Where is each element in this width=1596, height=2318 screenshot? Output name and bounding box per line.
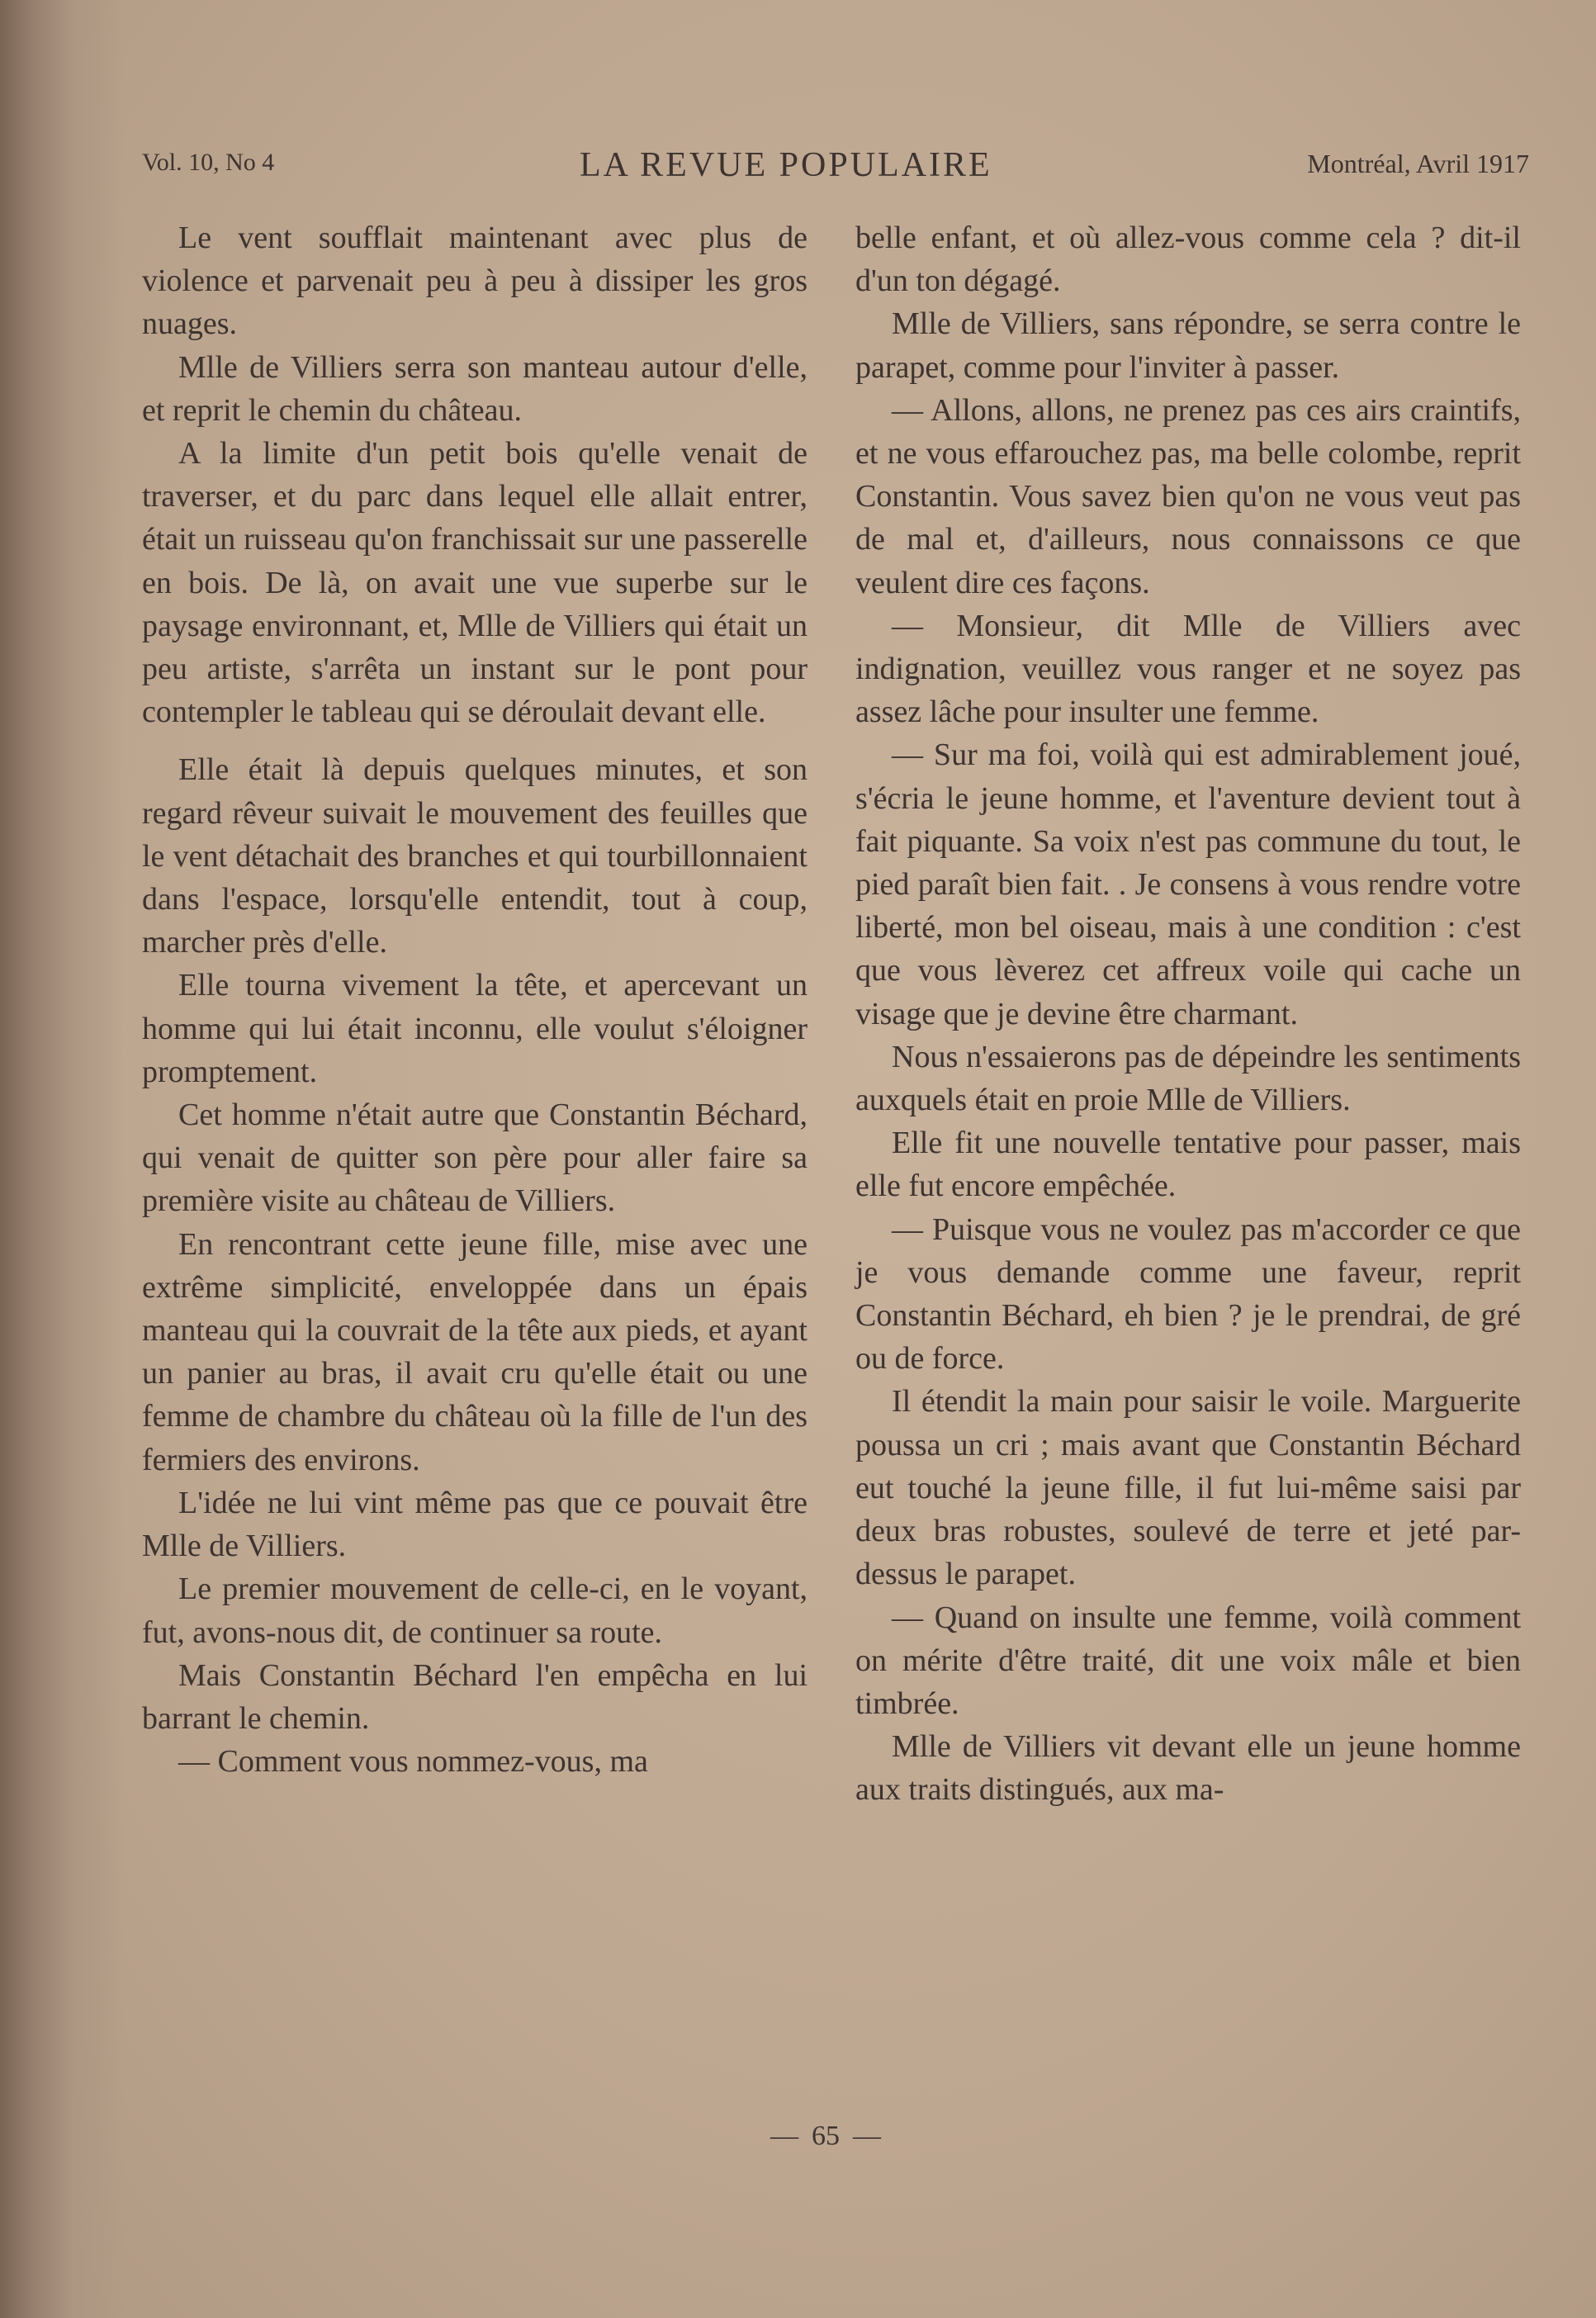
paragraph: Cet homme n'était autre que Constantin Béchard, qui venait de quitter son père pour aller faire sa première visite au château de Villiers. <box>142 1097 807 1219</box>
paragraph: Mlle de Villiers serra son manteau autour d'elle, et reprit le chemin du château. <box>142 349 807 428</box>
paragraph: — Puisque vous ne voulez pas m'accorder ce que je vous demande comme une faveur, reprit Constantin Béchard, eh bien ? je le prendrai, de gré ou de force. <box>855 1211 1521 1377</box>
folio-dash-right: — <box>853 2121 881 2151</box>
journal-title: LA REVUE POPULAIRE <box>580 146 992 184</box>
binding-shadow <box>0 0 124 2318</box>
paragraph: Elle était là depuis quelques minutes, et son regard rêveur suivait le mouvement des feuilles que le vent détachait des branches et qui tourbillonnaient dans l'espace, lorsqu'elle entendit, tout à coup, marcher près d'elle. <box>142 752 807 960</box>
left-column <box>142 216 807 1783</box>
paragraph: — Quand on insulte une femme, voilà comment on mérite d'être traité, dit une voix mâle et bien timbrée. <box>855 1600 1521 1721</box>
paragraph: — Allons, allons, ne prenez pas ces airs craintifs, et ne vous effarouchez pas, ma belle colombe, reprit Constantin. Vous savez bien qu'on ne vous veut pas de mal et, d'ailleurs, nous connaissons ce que veulent dire ces façons. <box>855 392 1521 600</box>
paragraph: Mlle de Villiers vit devant elle un jeune homme aux traits distingués, aux ma- <box>855 1729 1521 1808</box>
paragraph: Elle fit une nouvelle tentative pour passer, mais elle fut encore empêchée. <box>855 1126 1521 1204</box>
paragraph: Mais Constantin Béchard l'en empêcha en lui barrant le chemin. <box>142 1657 807 1736</box>
folio-dash-left: — <box>770 2121 798 2151</box>
page-number <box>743 2121 908 2152</box>
right-column <box>855 216 1521 1812</box>
paragraph: — Sur ma foi, voilà qui est admirablement joué, s'écria le jeune homme, et l'aventure devient tout à fait piquante. Sa voix n'est pas commune du tout, le pied paraît bien fait. . Je consens à vous rendre votre liberté, mon bel oiseau, mais à une condition : c'est que vous lèverez cet affreux voile qui cache un visage que je devine être charmant. <box>855 737 1521 1031</box>
running-header <box>142 145 1529 195</box>
page-number-value: 65 <box>812 2121 840 2151</box>
paragraph: Elle tourna vivement la tête, et apercevant un homme qui lui était inconnu, elle voulut s'éloigner promptement. <box>142 968 807 1089</box>
paragraph: Il étendit la main pour saisir le voile. Marguerite poussa un cri ; mais avant que Constantin Béchard eut touché la jeune fille, il fut lui-même saisi par deux bras robustes, soulevé de terre et jeté par-dessus le parapet. <box>855 1384 1521 1592</box>
volume-number: Vol. 10, No 4 <box>142 149 275 176</box>
paragraph: — Monsieur, dit Mlle de Villiers avec indignation, veuillez vous ranger et ne soyez pas assez lâche pour insulter une femme. <box>855 608 1521 730</box>
paragraph: A la limite d'un petit bois qu'elle venait de traverser, et du parc dans lequel elle allait entrer, était un ruisseau qu'on franchissait sur une passerelle en bois. De là, on avait une vue superbe sur le paysage environnant, et, Mlle de Villiers qui était un peu artiste, s'arrêta un instant sur le pont pour contempler le tableau qui se déroulait devant elle. <box>142 436 807 730</box>
paragraph: — Comment vous nommez-vous, ma <box>178 1744 648 1780</box>
paragraph: Le premier mouvement de celle-ci, en le voyant, fut, avons-nous dit, de continuer sa route. <box>142 1571 807 1650</box>
paragraph: Mlle de Villiers, sans répondre, se serra contre le parapet, comme pour l'inviter à passer. <box>855 306 1521 385</box>
paragraph: L'idée ne lui vint même pas que ce pouvait être Mlle de Villiers. <box>142 1485 807 1564</box>
paragraph: Le vent soufflait maintenant avec plus de violence et parvenait peu à peu à dissiper les gros nuages. <box>142 220 807 342</box>
paragraph: En rencontrant cette jeune fille, mise avec une extrême simplicité, enveloppée dans un épais manteau qui la couvrait de la tête aux pieds, et ayant un panier au bras, il avait cru qu'elle était ou une femme de chambre du château où la fille de l'un des fermiers des environs. <box>142 1226 807 1477</box>
paragraph: belle enfant, et où allez-vous comme cela ? dit-il d'un ton dégagé. <box>855 220 1521 299</box>
paragraph: Nous n'essaierons pas de dépeindre les sentiments auxquels était en proie Mlle de Villiers. <box>855 1039 1521 1118</box>
issue-date: Montréal, Avril 1917 <box>1307 149 1529 178</box>
